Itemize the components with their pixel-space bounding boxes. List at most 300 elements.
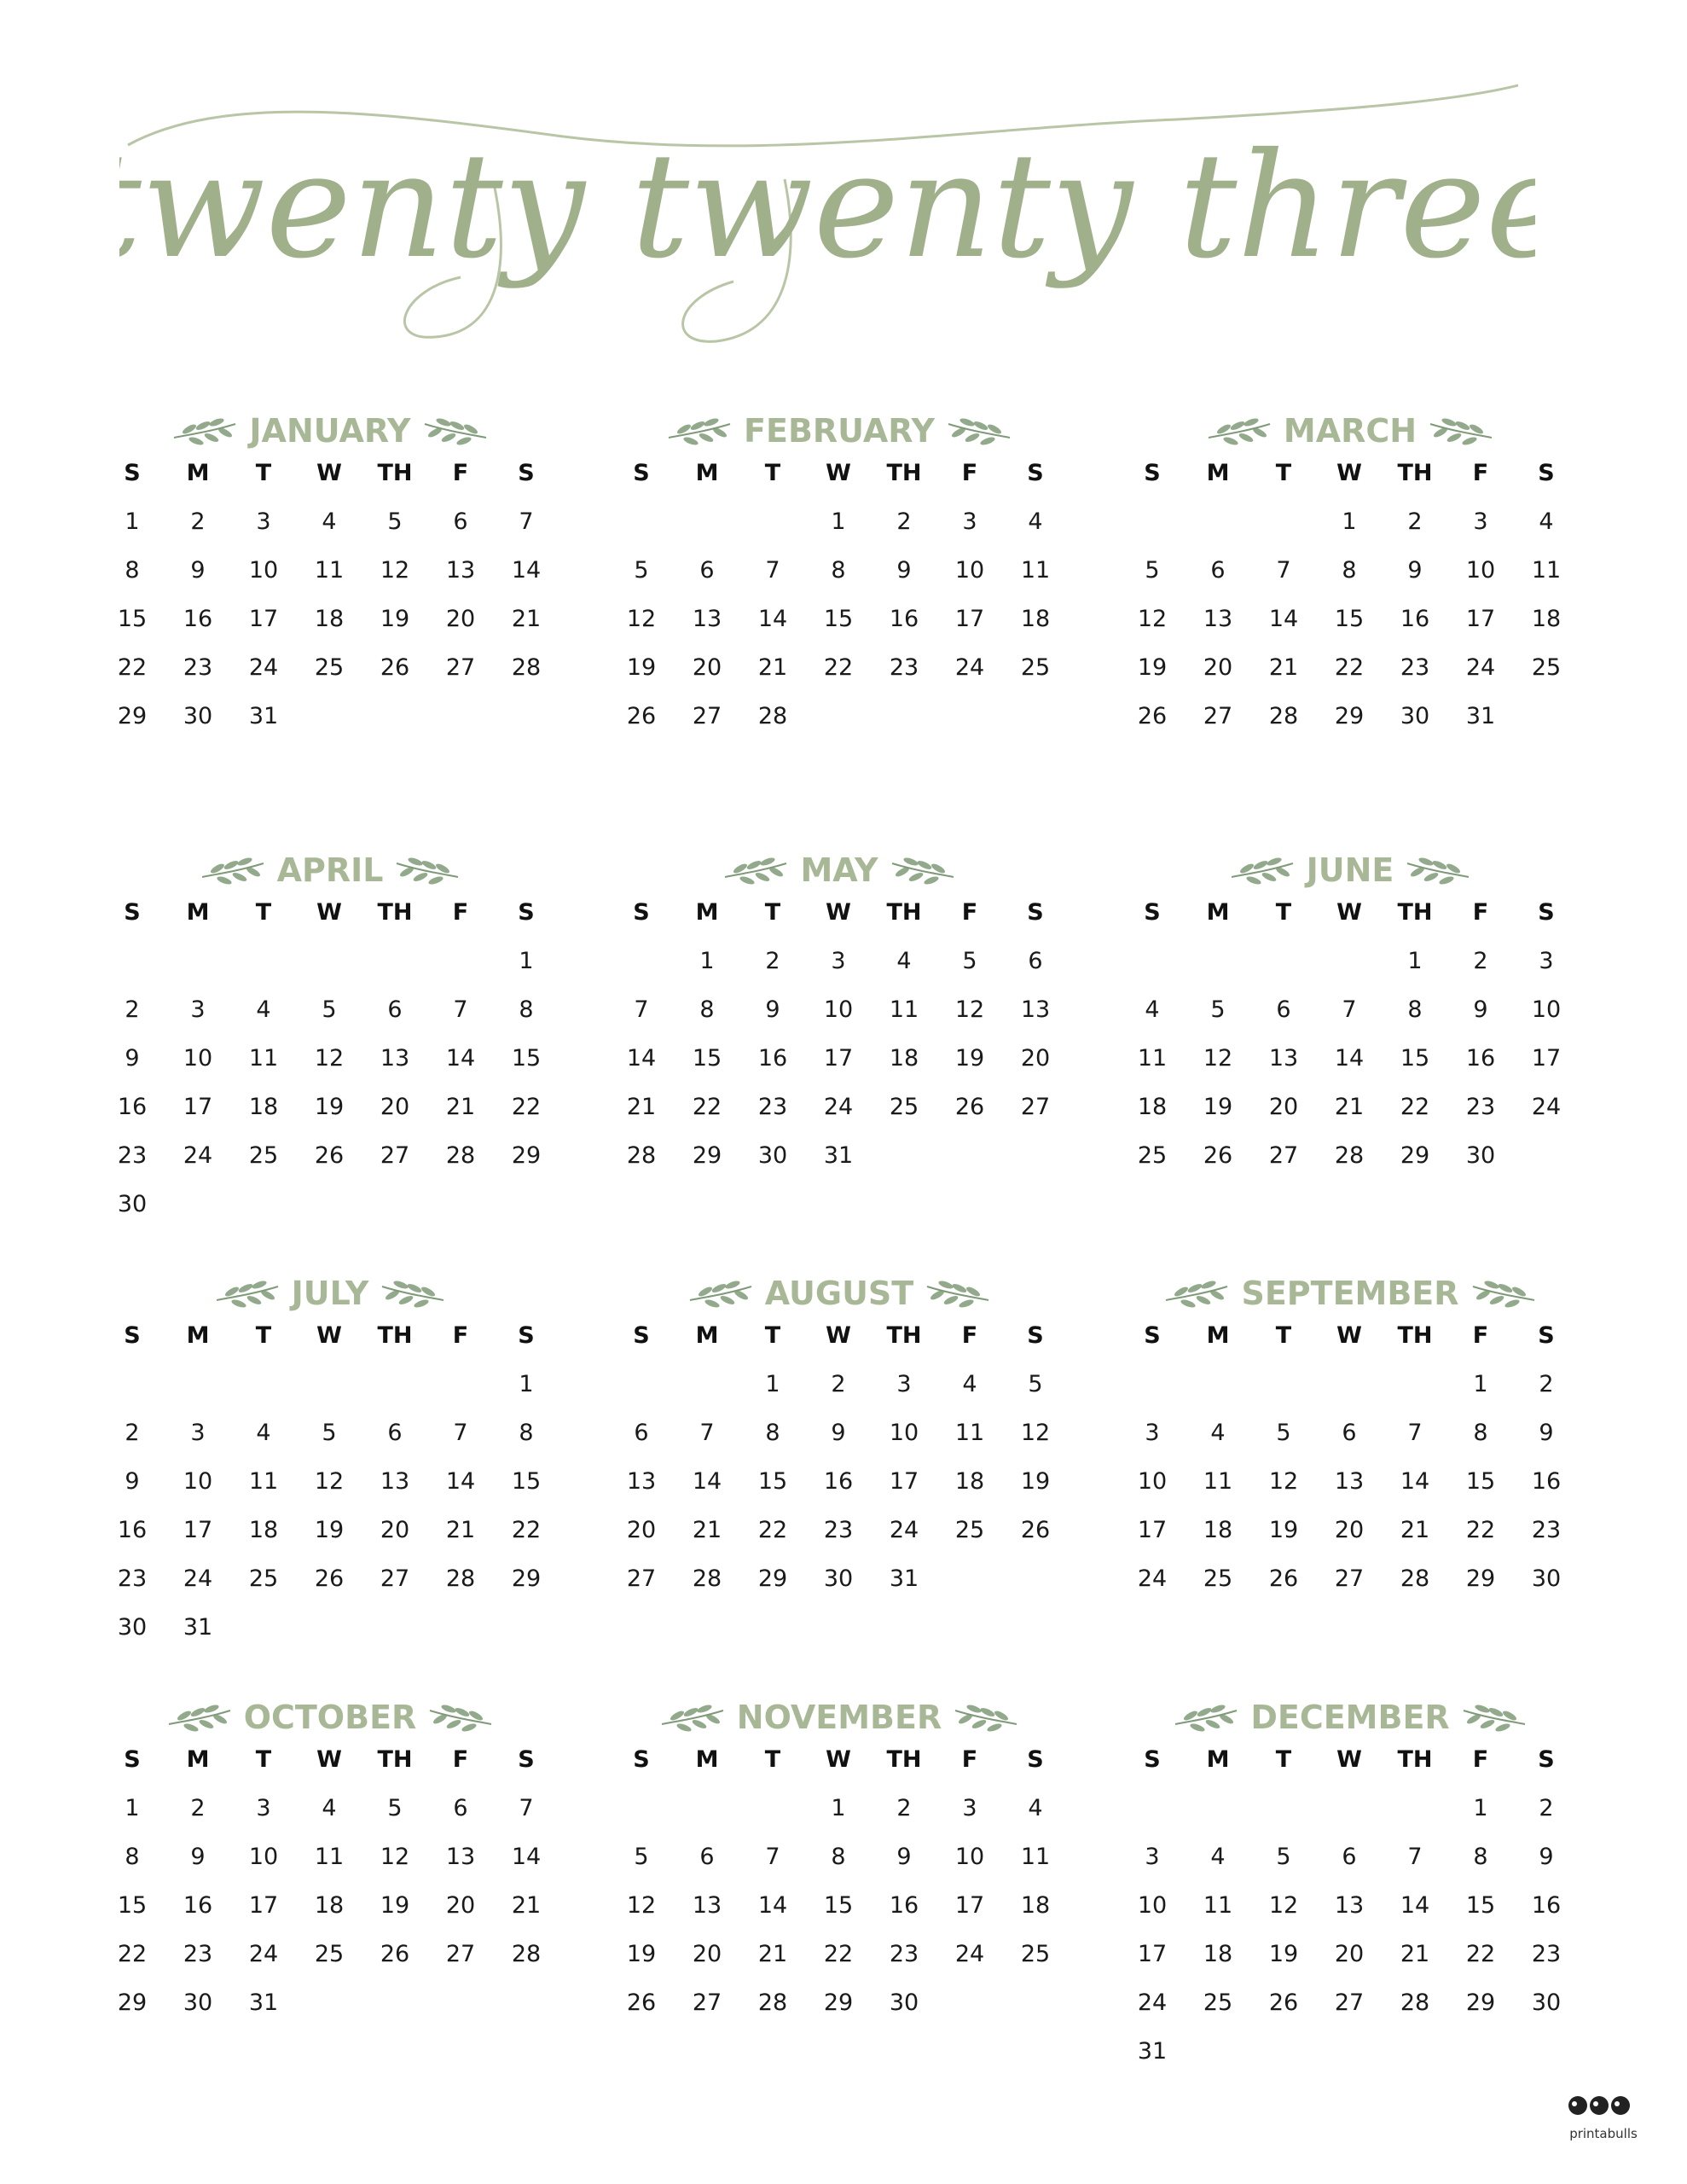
- weekday-label: M: [695, 460, 719, 486]
- weekday-label: M: [1206, 460, 1230, 486]
- day-cell: 2: [896, 508, 912, 535]
- day-cell: 27: [1334, 1565, 1365, 1592]
- month-header: [100, 1268, 560, 1319]
- day-cell: 30: [823, 1565, 854, 1592]
- day-cell: 17: [889, 1468, 919, 1495]
- day-cell: 8: [1407, 996, 1423, 1023]
- day-cell: 5: [1028, 1371, 1043, 1397]
- weekday-label: M: [695, 1322, 719, 1349]
- day-cell: 20: [626, 1517, 657, 1543]
- week-row: [100, 1889, 560, 1923]
- day-cell: 7: [634, 996, 649, 1023]
- weekday-label: W: [826, 899, 851, 926]
- day-cell: 16: [889, 606, 919, 632]
- weekday-label: S: [518, 1322, 535, 1349]
- day-cell: 28: [1400, 1989, 1430, 2016]
- day-cell: 4: [896, 948, 912, 974]
- weekday-label: S: [633, 1322, 650, 1349]
- day-cell: 19: [626, 654, 657, 681]
- day-cell: 24: [1531, 1094, 1562, 1120]
- week-row: [609, 1139, 1070, 1173]
- week-row: [100, 1188, 560, 1222]
- day-cell: 22: [823, 654, 854, 681]
- day-cell: 7: [453, 996, 468, 1023]
- day-cell: 21: [692, 1517, 722, 1543]
- weekday-label: S: [1027, 899, 1044, 926]
- day-cell: 14: [511, 1844, 542, 1870]
- weekday-label: F: [1472, 460, 1489, 486]
- leaf-sprig-icon: [171, 412, 239, 450]
- week-row: [1120, 1986, 1580, 2020]
- day-cell: 10: [1137, 1468, 1168, 1495]
- day-cell: 23: [757, 1094, 788, 1120]
- leaf-sprig-icon: [1404, 851, 1472, 889]
- month-header: [609, 1268, 1070, 1319]
- week-row: [609, 1465, 1070, 1499]
- day-cell: 12: [626, 1892, 657, 1919]
- day-cell: 29: [823, 1989, 854, 2016]
- day-cell: 26: [626, 703, 657, 729]
- day-cell: 30: [757, 1142, 788, 1169]
- day-cell: 9: [1539, 1844, 1554, 1870]
- month-name: JUNE: [1306, 851, 1394, 889]
- weekday-header-row: [1120, 896, 1580, 930]
- day-cell: 23: [1400, 654, 1430, 681]
- leaf-sprig-icon: [1470, 1275, 1538, 1312]
- day-cell: 6: [1342, 1420, 1357, 1446]
- day-cell: 28: [1334, 1142, 1365, 1169]
- day-cell: 28: [692, 1565, 722, 1592]
- day-cell: 13: [380, 1468, 410, 1495]
- week-row: [609, 700, 1070, 734]
- week-row: [100, 1368, 560, 1402]
- day-cell: 2: [765, 948, 780, 974]
- day-cell: 5: [634, 1844, 649, 1870]
- day-cell: 20: [445, 606, 476, 632]
- day-cell: 28: [1400, 1565, 1430, 1592]
- leaf-sprig-icon: [199, 851, 267, 889]
- week-row: [1120, 602, 1580, 636]
- day-cell: 19: [954, 1045, 985, 1072]
- day-cell: 30: [117, 1614, 148, 1641]
- day-cell: 22: [1465, 1517, 1496, 1543]
- weekday-label: W: [826, 1746, 851, 1773]
- weekday-header-row: [609, 896, 1070, 930]
- day-cell: 25: [248, 1142, 279, 1169]
- day-cell: 29: [117, 1989, 148, 2016]
- day-cell: 25: [954, 1517, 985, 1543]
- day-cell: 3: [962, 508, 977, 535]
- week-row: [1120, 944, 1580, 979]
- day-cell: 26: [1020, 1517, 1051, 1543]
- day-cell: 5: [634, 557, 649, 584]
- day-cell: 30: [1400, 703, 1430, 729]
- weekday-label: TH: [377, 460, 413, 486]
- day-cell: 16: [117, 1517, 148, 1543]
- weekday-label: M: [186, 1746, 210, 1773]
- month-name: JANUARY: [249, 412, 411, 450]
- week-row: [100, 944, 560, 979]
- weekday-label: S: [124, 899, 141, 926]
- day-cell: 13: [380, 1045, 410, 1072]
- weekday-label: T: [1275, 899, 1292, 926]
- day-cell: 16: [183, 1892, 213, 1919]
- day-cell: 7: [1407, 1844, 1423, 1870]
- weekday-label: TH: [1397, 1746, 1433, 1773]
- day-cell: 11: [248, 1468, 279, 1495]
- day-cell: 10: [183, 1045, 213, 1072]
- day-cell: 2: [190, 508, 206, 535]
- week-row: [609, 1513, 1070, 1548]
- weekday-label: TH: [1397, 899, 1433, 926]
- day-cell: 18: [248, 1094, 279, 1120]
- weekday-header-row: [100, 1743, 560, 1777]
- day-cell: 6: [699, 1844, 715, 1870]
- day-cell: 23: [117, 1565, 148, 1592]
- day-cell: 17: [823, 1045, 854, 1072]
- day-cell: 13: [1334, 1892, 1365, 1919]
- day-cell: 16: [1465, 1045, 1496, 1072]
- day-cell: 6: [634, 1420, 649, 1446]
- weekday-label: F: [452, 899, 469, 926]
- day-cell: 20: [692, 1941, 722, 1967]
- leaf-sprig-icon: [1172, 1699, 1240, 1736]
- week-row: [1120, 1937, 1580, 1972]
- weekday-label: T: [764, 460, 781, 486]
- day-cell: 4: [1539, 508, 1554, 535]
- week-row: [609, 993, 1070, 1027]
- day-cell: 10: [1531, 996, 1562, 1023]
- weekday-label: S: [1538, 1746, 1555, 1773]
- day-cell: 9: [1473, 996, 1488, 1023]
- weekday-label: S: [633, 899, 650, 926]
- day-cell: 24: [183, 1142, 213, 1169]
- day-cell: 27: [626, 1565, 657, 1592]
- day-cell: 22: [511, 1517, 542, 1543]
- day-cell: 11: [1531, 557, 1562, 584]
- leaf-sprig-icon: [165, 1699, 234, 1736]
- weekday-label: F: [452, 460, 469, 486]
- week-row: [1120, 1090, 1580, 1124]
- weekday-label: S: [124, 460, 141, 486]
- day-cell: 26: [1203, 1142, 1233, 1169]
- day-cell: 8: [125, 1844, 140, 1870]
- day-cell: 13: [1334, 1468, 1365, 1495]
- day-cell: 11: [1020, 557, 1051, 584]
- leaf-sprig-icon: [1162, 1275, 1231, 1312]
- day-cell: 26: [954, 1094, 985, 1120]
- week-row: [100, 1513, 560, 1548]
- day-cell: 3: [256, 508, 271, 535]
- leaf-sprig-icon: [213, 1275, 281, 1312]
- weekday-header-row: [609, 1743, 1070, 1777]
- bulldog-logo-icon: [1552, 2090, 1655, 2121]
- weekday-label: M: [186, 460, 210, 486]
- day-cell: 22: [1400, 1094, 1430, 1120]
- day-cell: 19: [1137, 654, 1168, 681]
- day-cell: 20: [1020, 1045, 1051, 1072]
- day-cell: 17: [1531, 1045, 1562, 1072]
- leaf-sprig-icon: [945, 412, 1013, 450]
- weekday-header-row: [609, 456, 1070, 491]
- day-cell: 21: [445, 1517, 476, 1543]
- day-cell: 29: [511, 1565, 542, 1592]
- week-row: [100, 602, 560, 636]
- day-cell: 17: [248, 606, 279, 632]
- week-row: [100, 1937, 560, 1972]
- day-cell: 17: [248, 1892, 279, 1919]
- day-cell: 7: [765, 1844, 780, 1870]
- day-cell: 31: [889, 1565, 919, 1592]
- day-cell: 8: [519, 996, 534, 1023]
- day-cell: 22: [117, 1941, 148, 1967]
- weekday-label: M: [695, 1746, 719, 1773]
- weekday-label: W: [1336, 1322, 1362, 1349]
- day-cell: 1: [765, 1371, 780, 1397]
- logo-text: printabulls: [1569, 2126, 1638, 2141]
- day-cell: 25: [1020, 654, 1051, 681]
- weekday-label: S: [633, 460, 650, 486]
- week-row: [609, 1368, 1070, 1402]
- day-cell: 18: [314, 606, 345, 632]
- day-cell: 10: [1137, 1892, 1168, 1919]
- day-cell: 9: [190, 557, 206, 584]
- day-cell: 8: [699, 996, 715, 1023]
- day-cell: 4: [256, 1420, 271, 1446]
- day-cell: 9: [125, 1045, 140, 1072]
- day-cell: 18: [314, 1892, 345, 1919]
- day-cell: 10: [823, 996, 854, 1023]
- day-cell: 10: [889, 1420, 919, 1446]
- day-cell: 22: [1334, 654, 1365, 681]
- weekday-header-row: [1120, 1743, 1580, 1777]
- day-cell: 10: [183, 1468, 213, 1495]
- weekday-label: S: [633, 1746, 650, 1773]
- day-cell: 3: [190, 1420, 206, 1446]
- title-text: twenty twenty three: [119, 122, 1535, 291]
- day-cell: 10: [1465, 557, 1496, 584]
- day-cell: 8: [125, 557, 140, 584]
- day-cell: 24: [1137, 1989, 1168, 2016]
- day-cell: 13: [445, 557, 476, 584]
- week-row: [1120, 1889, 1580, 1923]
- weekday-label: F: [961, 899, 978, 926]
- day-cell: 6: [453, 1795, 468, 1821]
- day-cell: 9: [190, 1844, 206, 1870]
- day-cell: 19: [314, 1517, 345, 1543]
- day-cell: 12: [380, 557, 410, 584]
- weekday-label: TH: [886, 1746, 922, 1773]
- day-cell: 16: [757, 1045, 788, 1072]
- day-cell: 19: [314, 1094, 345, 1120]
- day-cell: 3: [256, 1795, 271, 1821]
- day-cell: 23: [889, 1941, 919, 1967]
- day-cell: 23: [1531, 1941, 1562, 1967]
- month-name: JULY: [291, 1275, 369, 1312]
- day-cell: 22: [692, 1094, 722, 1120]
- week-row: [100, 1139, 560, 1173]
- day-cell: 16: [1531, 1892, 1562, 1919]
- day-cell: 28: [757, 703, 788, 729]
- day-cell: 10: [954, 1844, 985, 1870]
- day-cell: 11: [1020, 1844, 1051, 1870]
- day-cell: 27: [1268, 1142, 1299, 1169]
- day-cell: 5: [322, 1420, 337, 1446]
- week-row: [1120, 1139, 1580, 1173]
- day-cell: 13: [692, 606, 722, 632]
- day-cell: 6: [387, 996, 403, 1023]
- weekday-label: TH: [377, 899, 413, 926]
- day-cell: 15: [511, 1045, 542, 1072]
- day-cell: 27: [380, 1565, 410, 1592]
- day-cell: 4: [322, 1795, 337, 1821]
- day-cell: 11: [248, 1045, 279, 1072]
- day-cell: 26: [1268, 1565, 1299, 1592]
- day-cell: 31: [823, 1142, 854, 1169]
- day-cell: 27: [692, 703, 722, 729]
- day-cell: 19: [1268, 1517, 1299, 1543]
- weekday-label: T: [255, 1746, 272, 1773]
- day-cell: 17: [1465, 606, 1496, 632]
- day-cell: 18: [889, 1045, 919, 1072]
- day-cell: 21: [1400, 1517, 1430, 1543]
- day-cell: 19: [626, 1941, 657, 1967]
- day-cell: 18: [1020, 606, 1051, 632]
- day-cell: 1: [125, 1795, 140, 1821]
- day-cell: 19: [1020, 1468, 1051, 1495]
- month-header: [100, 405, 560, 456]
- week-row: [609, 1090, 1070, 1124]
- day-cell: 15: [511, 1468, 542, 1495]
- day-cell: 5: [962, 948, 977, 974]
- weekday-label: F: [1472, 899, 1489, 926]
- day-cell: 1: [1342, 508, 1357, 535]
- weekday-label: T: [1275, 460, 1292, 486]
- day-cell: 26: [380, 654, 410, 681]
- day-cell: 1: [1473, 1795, 1488, 1821]
- day-cell: 8: [1473, 1420, 1488, 1446]
- weekday-label: T: [255, 899, 272, 926]
- day-cell: 12: [1020, 1420, 1051, 1446]
- weekday-label: S: [1538, 460, 1555, 486]
- day-cell: 14: [1334, 1045, 1365, 1072]
- weekday-label: S: [1144, 1746, 1161, 1773]
- day-cell: 23: [183, 654, 213, 681]
- week-row: [1120, 1562, 1580, 1596]
- day-cell: 11: [889, 996, 919, 1023]
- day-cell: 18: [1203, 1941, 1233, 1967]
- week-row: [100, 1042, 560, 1076]
- day-cell: 6: [699, 557, 715, 584]
- day-cell: 25: [1203, 1989, 1233, 2016]
- day-cell: 12: [380, 1844, 410, 1870]
- weekday-label: S: [1144, 899, 1161, 926]
- weekday-label: T: [255, 1322, 272, 1349]
- day-cell: 7: [519, 508, 534, 535]
- weekday-label: S: [1027, 1322, 1044, 1349]
- week-row: [609, 1792, 1070, 1826]
- day-cell: 12: [1137, 606, 1168, 632]
- leaf-sprig-icon: [1460, 1699, 1528, 1736]
- week-row: [100, 1416, 560, 1450]
- day-cell: 28: [1268, 703, 1299, 729]
- day-cell: 17: [1137, 1941, 1168, 1967]
- day-cell: 16: [1531, 1468, 1562, 1495]
- day-cell: 17: [183, 1517, 213, 1543]
- weekday-label: S: [1144, 460, 1161, 486]
- day-cell: 24: [248, 1941, 279, 1967]
- day-cell: 27: [445, 654, 476, 681]
- day-cell: 2: [1539, 1371, 1554, 1397]
- weekday-label: M: [1206, 899, 1230, 926]
- weekday-label: M: [1206, 1322, 1230, 1349]
- day-cell: 11: [954, 1420, 985, 1446]
- weekday-label: W: [316, 1746, 342, 1773]
- day-cell: 1: [831, 508, 846, 535]
- day-cell: 2: [1407, 508, 1423, 535]
- day-cell: 13: [1203, 606, 1233, 632]
- day-cell: 19: [380, 606, 410, 632]
- day-cell: 1: [125, 508, 140, 535]
- weekday-label: F: [452, 1746, 469, 1773]
- week-row: [100, 505, 560, 539]
- day-cell: 5: [1145, 557, 1160, 584]
- day-cell: 4: [1210, 1420, 1226, 1446]
- day-cell: 13: [626, 1468, 657, 1495]
- day-cell: 8: [765, 1420, 780, 1446]
- leaf-sprig-icon: [952, 1699, 1020, 1736]
- week-row: [609, 1840, 1070, 1874]
- week-row: [1120, 1840, 1580, 1874]
- day-cell: 12: [314, 1468, 345, 1495]
- day-cell: 10: [248, 1844, 279, 1870]
- week-row: [1120, 1416, 1580, 1450]
- day-cell: 12: [626, 606, 657, 632]
- day-cell: 9: [896, 1844, 912, 1870]
- day-cell: 24: [954, 654, 985, 681]
- day-cell: 19: [380, 1892, 410, 1919]
- day-cell: 17: [183, 1094, 213, 1120]
- day-cell: 29: [1465, 1989, 1496, 2016]
- weekday-header-row: [609, 1319, 1070, 1353]
- week-row: [1120, 993, 1580, 1027]
- month-header: [609, 405, 1070, 456]
- title-flourish: [119, 60, 1535, 350]
- day-cell: 17: [954, 1892, 985, 1919]
- weekday-label: S: [1538, 1322, 1555, 1349]
- weekday-label: TH: [1397, 460, 1433, 486]
- weekday-label: TH: [377, 1322, 413, 1349]
- day-cell: 4: [962, 1371, 977, 1397]
- day-cell: 31: [248, 703, 279, 729]
- day-cell: 27: [692, 1989, 722, 2016]
- day-cell: 15: [1400, 1045, 1430, 1072]
- day-cell: 4: [1145, 996, 1160, 1023]
- week-row: [609, 1416, 1070, 1450]
- day-cell: 15: [117, 1892, 148, 1919]
- day-cell: 4: [322, 508, 337, 535]
- day-cell: 7: [453, 1420, 468, 1446]
- weekday-label: F: [1472, 1746, 1489, 1773]
- day-cell: 31: [183, 1614, 213, 1641]
- day-cell: 14: [445, 1045, 476, 1072]
- day-cell: 25: [314, 1941, 345, 1967]
- day-cell: 23: [1465, 1094, 1496, 1120]
- day-cell: 12: [1268, 1892, 1299, 1919]
- day-cell: 9: [765, 996, 780, 1023]
- weekday-label: F: [452, 1322, 469, 1349]
- week-row: [100, 1562, 560, 1596]
